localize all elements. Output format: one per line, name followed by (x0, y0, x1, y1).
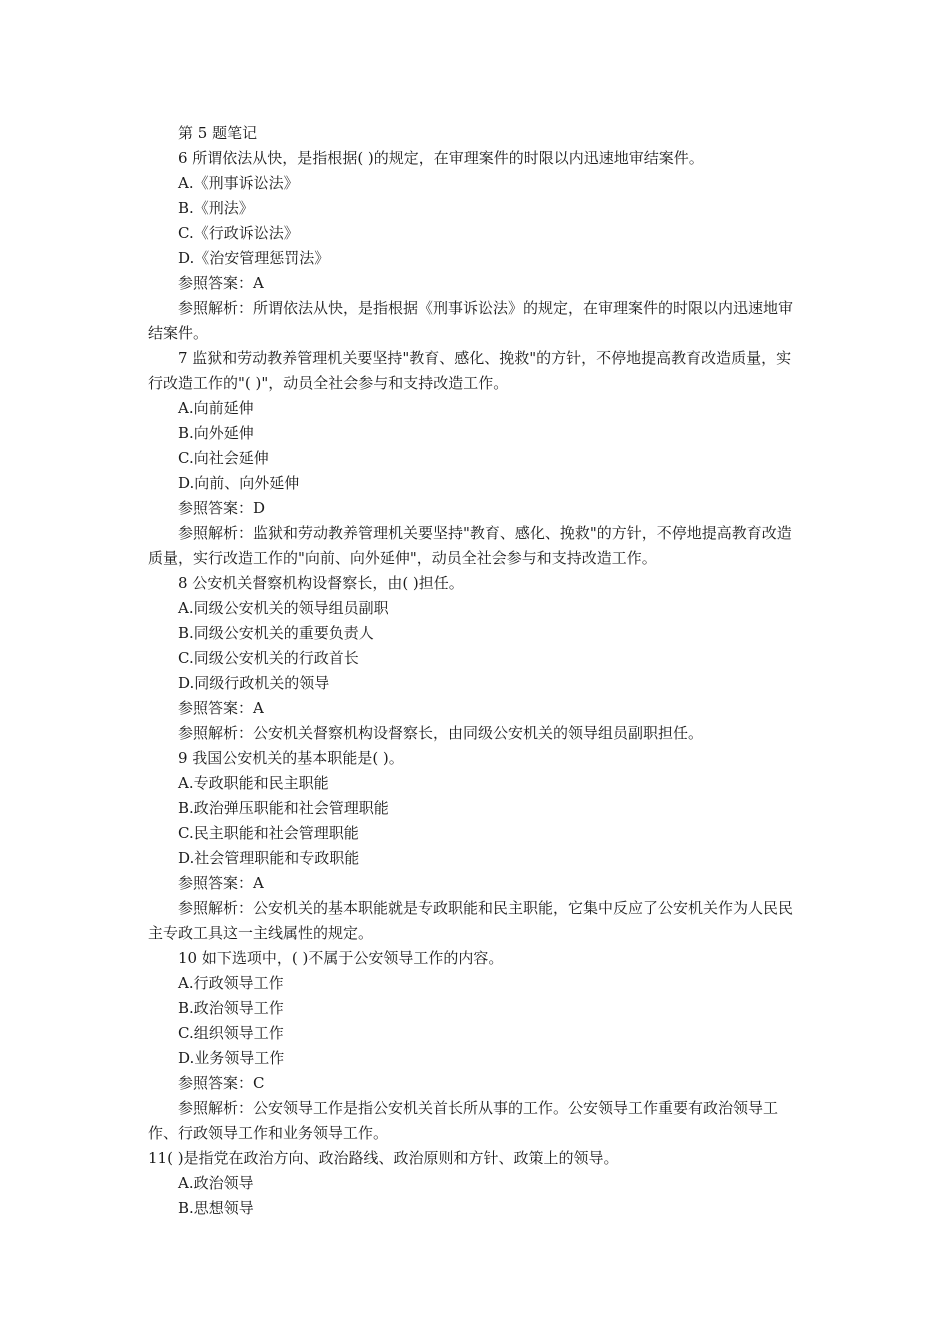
option: D.向前、向外延伸 (178, 474, 300, 492)
document-page (148, 121, 802, 1221)
option: B.向外延伸 (178, 424, 254, 442)
answer: 参照答案：A (178, 274, 264, 292)
option: C.民主职能和社会管理职能 (178, 824, 359, 842)
question-stem: 7 监狱和劳动教养管理机关要坚持"教育、感化、挽救"的方针，不停地提高教育改造质量，实行改造工作的"( )"，动员全社会参与和支持改造工作。 (148, 349, 792, 392)
answer: 参照答案：D (178, 499, 266, 517)
option: B.政治领导工作 (178, 999, 284, 1017)
option: B.同级公安机关的重要负责人 (178, 624, 374, 642)
option: A.同级公安机关的领导组员副职 (178, 599, 389, 617)
answer: 参照答案：A (178, 699, 264, 717)
answer: 参照答案：A (178, 874, 264, 892)
note-heading: 第 5 题笔记 (178, 124, 258, 142)
option: C.向社会延伸 (178, 449, 269, 467)
option: C.同级公安机关的行政首长 (178, 649, 359, 667)
option: D.业务领导工作 (178, 1049, 285, 1067)
option: B.政治弹压职能和社会管理职能 (178, 799, 389, 817)
option: D.同级行政机关的领导 (178, 674, 330, 692)
option: A.政治领导 (178, 1174, 254, 1192)
question-stem: 9 我国公安机关的基本职能是( )。 (178, 749, 404, 767)
analysis: 参照解析：监狱和劳动教养管理机关要坚持"教育、感化、挽救"的方针，不停地提高教育改造质量，实行改造工作的"向前、向外延伸"，动员全社会参与和支持改造工作。 (148, 524, 792, 567)
option: A.向前延伸 (178, 399, 254, 417)
analysis: 参照解析：公安机关督察机构设督察长，由同级公安机关的领导组员副职担任。 (178, 724, 704, 742)
analysis: 参照解析：公安机关的基本职能就是专政职能和民主职能，它集中反应了公安机关作为人民民主专政工具这一主线属性的规定。 (148, 899, 794, 942)
analysis: 参照解析：公安领导工作是指公安机关首长所从事的工作。公安领导工作重要有政治领导工作、行政领导工作和业务领导工作。 (148, 1099, 779, 1142)
question-stem: 10 如下选项中，( )不属于公安领导工作的内容。 (178, 949, 504, 967)
option: A.《刑事诉讼法》 (178, 174, 299, 192)
option: D.《治安管理惩罚法》 (178, 249, 330, 267)
option: A.行政领导工作 (178, 974, 284, 992)
question-stem: 11( )是指党在政治方向、政治路线、政治原则和方针、政策上的领导。 (148, 1149, 619, 1167)
option: C.《行政诉讼法》 (178, 224, 299, 242)
question-stem: 8 公安机关督察机构设督察长，由( )担任。 (178, 574, 464, 592)
answer: 参照答案：C (178, 1074, 265, 1092)
option: D.社会管理职能和专政职能 (178, 849, 360, 867)
question-stem: 6 所谓依法从快，是指根据( )的规定，在审理案件的时限以内迅速地审结案件。 (178, 149, 704, 167)
option: C.组织领导工作 (178, 1024, 284, 1042)
option: B.思想领导 (178, 1199, 254, 1217)
analysis: 参照解析：所谓依法从快，是指根据《刑事诉讼法》的规定，在审理案件的时限以内迅速地审结案件。 (148, 299, 794, 342)
option: B.《刑法》 (178, 199, 254, 217)
option: A.专政职能和民主职能 (178, 774, 329, 792)
